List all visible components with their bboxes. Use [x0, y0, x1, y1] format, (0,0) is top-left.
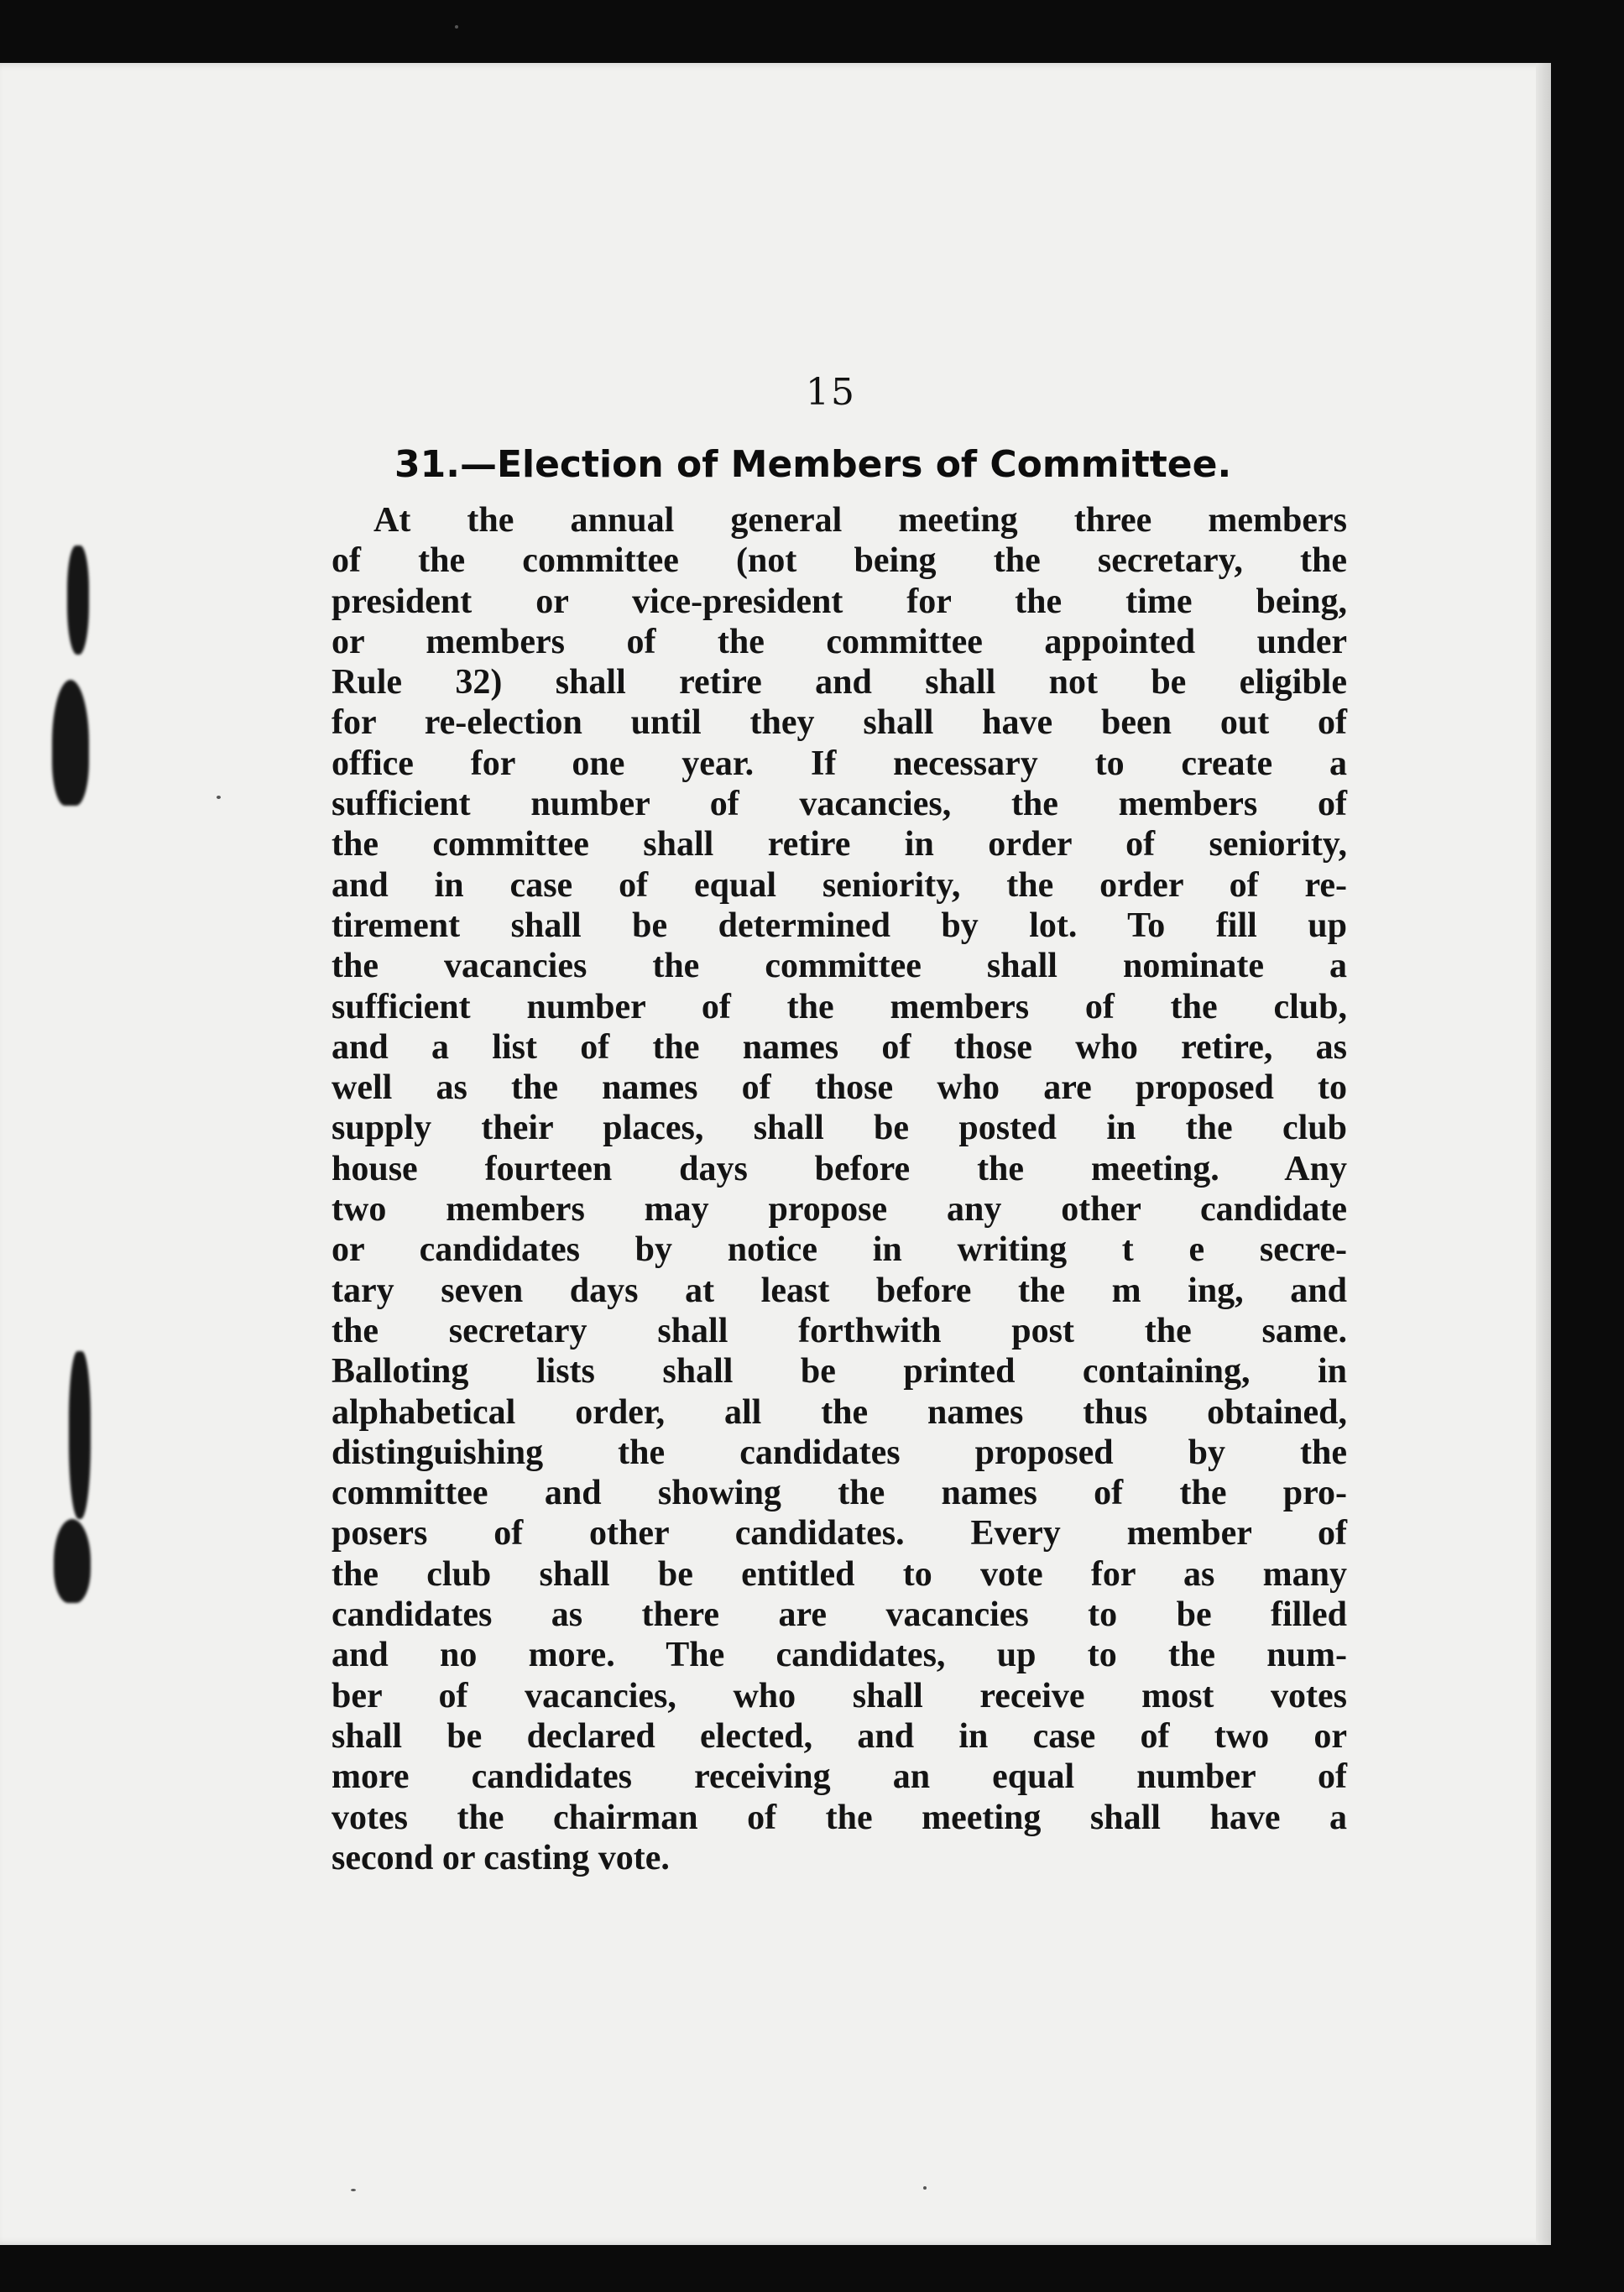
text-line: votes the chairman of the meeting shall have a — [332, 1798, 1347, 1837]
text-line: or candidates by notice in writing t e secre- — [332, 1230, 1347, 1270]
speck — [217, 796, 221, 799]
text-line: and no more. The candidates, up to the num- — [332, 1636, 1347, 1675]
text-line: sufficient number of vacancies, the members of — [332, 785, 1347, 824]
text-line: the vacancies the committee shall nominate a — [332, 947, 1347, 986]
text-line: distinguishing the candidates proposed by the — [332, 1433, 1347, 1472]
binding-mark — [69, 1351, 91, 1519]
text-line: committee and showing the names of the pro- — [332, 1474, 1347, 1513]
speck — [351, 2189, 356, 2191]
text-line: supply their places, shall be posted in the club — [332, 1109, 1347, 1148]
text-line: house fourteen days before the meeting. Any — [332, 1149, 1347, 1188]
text-line: or members of the committee appointed under — [332, 622, 1347, 661]
text-line: the club shall be entitled to vote for as many — [332, 1554, 1347, 1594]
text-line: Rule 32) shall retire and shall not be eligible — [332, 663, 1347, 702]
binding-mark — [52, 680, 89, 806]
text-line: candidates as there are vacancies to be filled — [332, 1595, 1347, 1635]
text-line: tirement shall be determined by lot. To fill up — [332, 906, 1347, 945]
text-line: alphabetical order, all the names thus obtained, — [332, 1392, 1347, 1432]
binding-mark — [54, 1519, 91, 1603]
text-line: second or casting vote. — [332, 1838, 670, 1877]
text-line: office for one year. If necessary to create a — [332, 744, 1347, 783]
text-line: At the annual general meeting three members — [373, 501, 1347, 540]
text-line: shall be declared elected, and in case of two or — [332, 1716, 1347, 1756]
section-heading: 31.—Election of Members of Committee. — [394, 443, 1232, 486]
text-line: more candidates receiving an equal number of — [332, 1757, 1347, 1797]
text-line: tary seven days at least before the m ing, and — [332, 1271, 1347, 1310]
text-line: president or vice-president for the time being, — [332, 582, 1347, 621]
text-line: ber of vacancies, who shall receive most votes — [332, 1676, 1347, 1715]
speck — [923, 2186, 927, 2190]
speck — [455, 25, 458, 29]
binding-mark — [67, 546, 89, 655]
text-line: well as the names of those who are proposed to — [332, 1068, 1347, 1108]
body-text — [332, 500, 1347, 1878]
text-line: two members may propose any other candidate — [332, 1190, 1347, 1230]
page-edge — [1536, 63, 1551, 2245]
text-line: of the committee (not being the secretary, the — [332, 541, 1347, 581]
text-line: and a list of the names of those who retire, as — [332, 1027, 1347, 1067]
text-line: sufficient number of the members of the club, — [332, 987, 1347, 1026]
text-line: and in case of equal seniority, the order of re- — [332, 865, 1347, 905]
text-line: Balloting lists shall be printed containing, in — [332, 1352, 1347, 1391]
text-line: for re-election until they shall have been out of — [332, 703, 1347, 743]
page-number: 15 — [806, 371, 856, 414]
text-line: the committee shall retire in order of seniority, — [332, 825, 1347, 864]
text-line: posers of other candidates. Every member of — [332, 1514, 1347, 1553]
text-line: the secretary shall forthwith post the same. — [332, 1311, 1347, 1350]
